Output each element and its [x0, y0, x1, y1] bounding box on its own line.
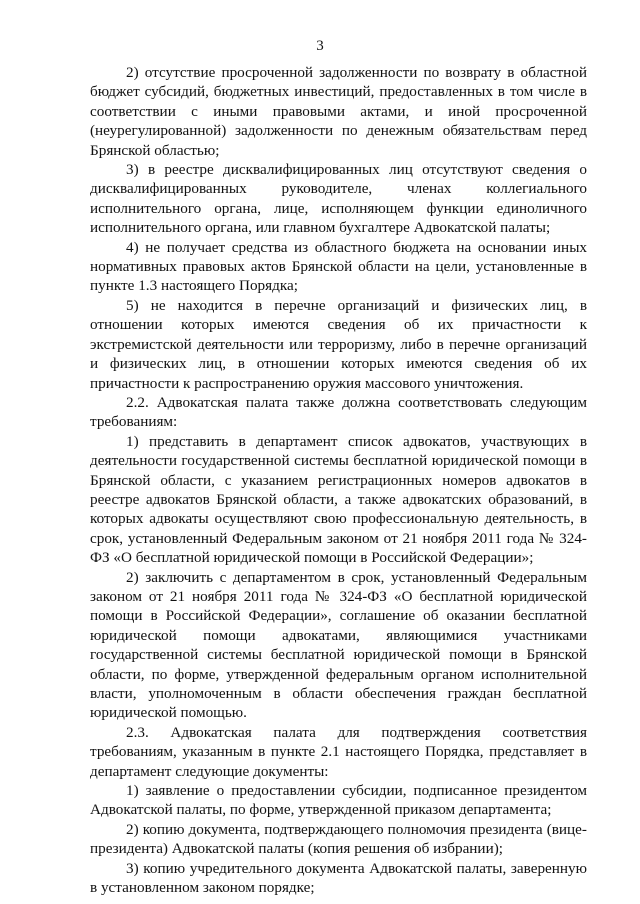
paragraph-2-3-item-1-application: 1) заявление о предоставлении субсидии, подписанное президентом Адвокатской палаты, по форме, утвержденной приказом департамента; — [90, 782, 587, 819]
document-body — [90, 63, 587, 897]
page-number: 3 — [316, 38, 324, 54]
paragraph-section-2-2: 2.2. Адвокатская палата также должна соответствовать следующим требованиям: — [90, 393, 587, 431]
paragraph-item-5-extremism-list: 5) не находится в перечне организаций и физических лиц, в отношении которых имеются сведения об их причастности к экстремистской деятельности или терроризму, либо в перечне организаций и физических лиц, в отношении которых имеются сведения об их причастности к распространению оружия массового уничтожения. — [90, 296, 587, 392]
paragraph-2-3-item-2-authority-copy: 2) копию документа, подтверждающего полномочия президента (вице-президента) Адвокатской палаты (копия решения об избрании); — [90, 820, 587, 858]
paragraph-section-2-3: 2.3. Адвокатская палата для подтверждения соответствия требованиям, указанным в пункте 2.1 настоящего Порядка, представляет в департамент следующие документы: — [90, 723, 587, 780]
paragraph-2-3-item-3-founding-document: 3) копию учредительного документа Адвокатской палаты, заверенную в установленном законом порядке; — [90, 859, 587, 897]
paragraph-2-2-item-2-agreement: 2) заключить с департаментом в срок, установленный Федеральным законом от 21 ноября 2011 года № 324-ФЗ «О бесплатной юридической помощи в Российской Федерации», соглашение об оказании бесплатной юридической помощи адвокатами, являющимися участниками государственной системы бесплатной юридической помощи в Брянской области, по форме, утвержденной федеральным органом исполнительной власти, уполномоченным в области обеспечения граждан бесплатной юридической помощью. — [90, 568, 587, 722]
paragraph-item-2-no-debt: 2) отсутствие просроченной задолженности по возврату в областной бюджет субсидий, бюджетных инвестиций, предоставленных в том числе в соответствии с иными правовыми актами, и иной просроченной (неурегулированной) задолженности по денежным обязательствам перед Брянской областью; — [90, 64, 587, 159]
paragraph-2-2-item-1-advocates-list: 1) представить в департамент список адвокатов, участвующих в деятельности государственной системы бесплатной юридической помощи в Брянской области, с указанием регистрационных номеров адвокатов в реестре адвокатов Брянской области, а также адвокатских образований, в которых адвокаты осуществляют свою профессиональную деятельность, в срок, установленный Федеральным законом от 21 ноября 2011 года № 324-ФЗ «О бесплатной юридической помощи в Российской Федерации»; — [90, 432, 587, 567]
paragraph-item-4-no-other-funds: 4) не получает средства из областного бюджета на основании иных нормативных правовых актов Брянской области на цели, установленные в пункте 1.3 настоящего Порядка; — [90, 238, 587, 295]
paragraph-item-3-disqualified-registry: 3) в реестре дисквалифицированных лиц отсутствуют сведения о дисквалифицированных руководителе, членах коллегиального исполнительного органа, лице, исполняющем функции единоличного исполнительного органа, или главном бухгалтере Адвокатской палаты; — [90, 161, 587, 237]
